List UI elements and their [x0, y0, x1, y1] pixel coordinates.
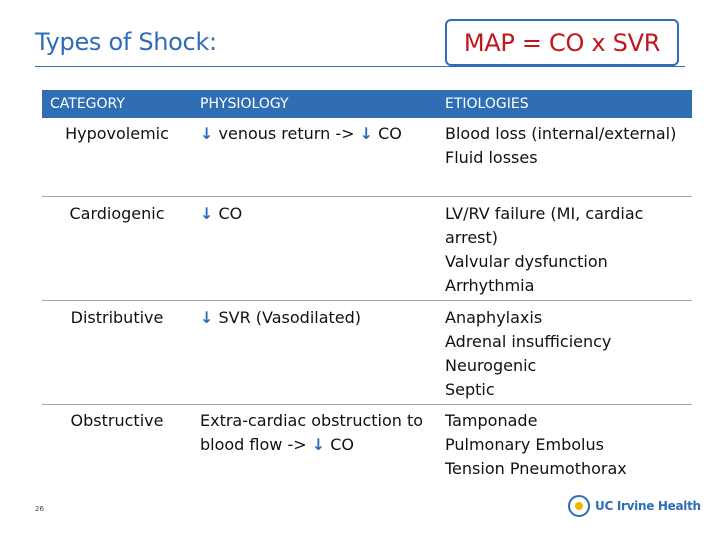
- category-cell: Cardiogenic: [69, 204, 165, 223]
- etiology-item: Arrhythmia: [445, 276, 535, 295]
- physiology-text: CO: [218, 204, 243, 223]
- slide-title: Types of Shock:: [35, 28, 217, 56]
- uc-irvine-health-logo: [568, 494, 701, 518]
- header-physiology: PHYSIOLOGY: [200, 96, 289, 112]
- logo-text: UC Irvine Health: [595, 499, 701, 513]
- down-arrow-icon: ↓: [200, 124, 214, 143]
- header-category: CATEGORY: [50, 96, 125, 112]
- etiology-item: Tamponade: [445, 411, 538, 430]
- physiology-text: CO: [378, 124, 402, 143]
- down-arrow-icon: ↓: [200, 308, 214, 327]
- etiology-item: Blood loss (internal/external): [445, 124, 677, 143]
- category-cell: Hypovolemic: [65, 124, 169, 143]
- etiologies-cell: [445, 409, 692, 481]
- row-divider: [42, 404, 692, 405]
- formula-text: MAP = CO x SVR: [463, 28, 661, 57]
- etiology-item: Valvular dysfunction: [445, 252, 608, 271]
- physiology-text: CO: [330, 435, 354, 454]
- title-divider: [35, 66, 685, 67]
- table-header-bar: [42, 90, 692, 118]
- down-arrow-icon: ↓: [359, 124, 373, 143]
- etiology-item: Fluid losses: [445, 148, 538, 167]
- physiology-cell: [200, 122, 440, 146]
- etiology-item: Septic: [445, 380, 495, 399]
- down-arrow-icon: ↓: [311, 435, 326, 454]
- row-divider: [42, 196, 692, 197]
- physiology-cell: [200, 306, 440, 330]
- header-etiologies: ETIOLOGIES: [445, 96, 529, 112]
- slide-number: 26: [35, 505, 44, 513]
- etiology-item: Adrenal insufficiency: [445, 332, 612, 351]
- physiology-cell: [200, 202, 440, 226]
- category-cell: Distributive: [70, 308, 164, 327]
- physiology-text: venous return ->: [218, 124, 355, 143]
- etiology-item: LV/RV failure (MI, cardiac: [445, 204, 644, 223]
- etiologies-cell: [445, 122, 692, 170]
- etiology-item: Pulmonary Embolus: [445, 435, 604, 454]
- etiology-item: arrest): [445, 228, 499, 247]
- physiology-text: Extra-cardiac obstruction to: [200, 411, 424, 430]
- etiology-item: Tension Pneumothorax: [445, 459, 627, 478]
- etiology-item: Anaphylaxis: [445, 308, 543, 327]
- down-arrow-icon: ↓: [200, 204, 214, 223]
- etiologies-cell: [445, 306, 692, 402]
- row-divider: [42, 300, 692, 301]
- formula-callout: [445, 19, 679, 66]
- physiology-text: SVR (Vasodilated): [218, 308, 362, 327]
- physiology-cell: [200, 409, 440, 457]
- etiology-item: Neurogenic: [445, 356, 537, 375]
- seal-icon: [568, 495, 590, 517]
- physiology-text: blood flow ->: [200, 435, 307, 454]
- etiologies-cell: [445, 202, 692, 298]
- category-cell: Obstructive: [70, 411, 164, 430]
